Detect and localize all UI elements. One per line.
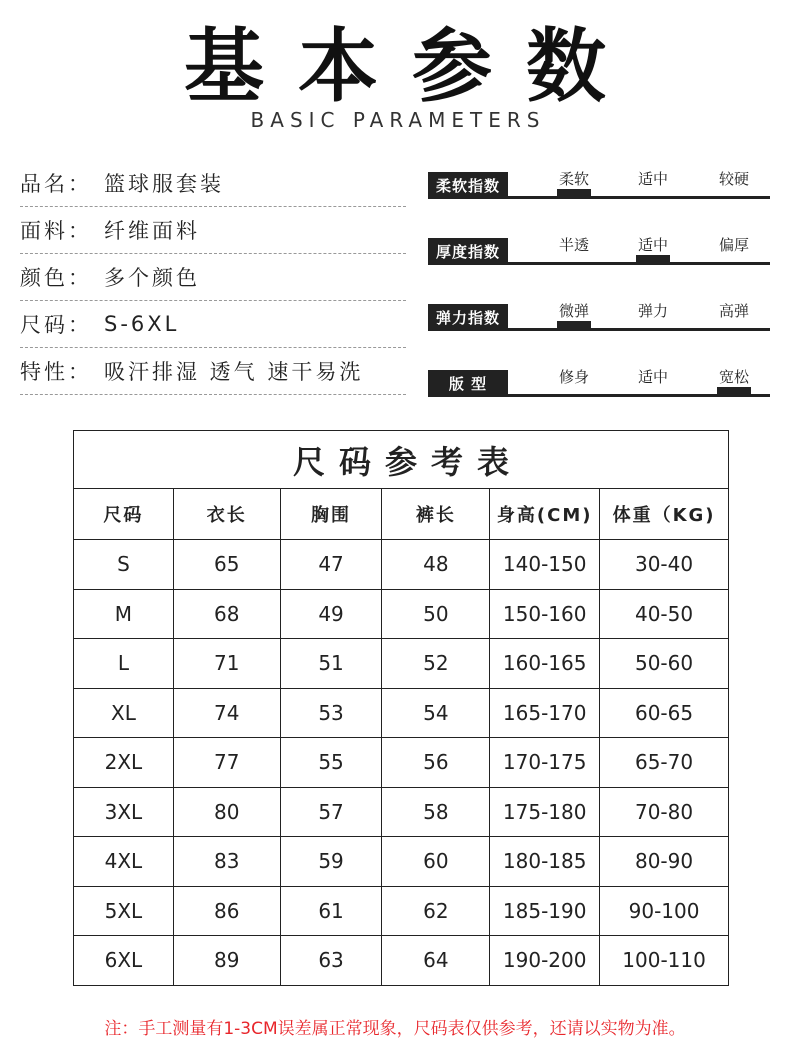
table-cell: 6XL bbox=[74, 936, 174, 986]
index-option: 柔软 bbox=[558, 170, 589, 188]
table-row bbox=[74, 886, 729, 936]
table-cell: 63 bbox=[280, 936, 382, 986]
table-cell: 100-110 bbox=[600, 936, 729, 986]
table-cell: 71 bbox=[173, 639, 280, 689]
index-tag: 版 型 bbox=[428, 370, 508, 396]
column-header: 衣长 bbox=[173, 489, 280, 540]
table-cell: 50-60 bbox=[600, 639, 729, 689]
table-cell: 65 bbox=[173, 540, 280, 590]
table-cell: 180-185 bbox=[490, 837, 600, 887]
table-cell: 160-165 bbox=[490, 639, 600, 689]
index-option: 偏厚 bbox=[718, 236, 749, 254]
table-cell: 58 bbox=[382, 787, 490, 837]
table-cell: 170-175 bbox=[490, 738, 600, 788]
table-cell: 65-70 bbox=[600, 738, 729, 788]
index-selected-marker bbox=[557, 321, 591, 328]
table-cell: 90-100 bbox=[600, 886, 729, 936]
table-cell: 56 bbox=[382, 738, 490, 788]
table-cell: 175-180 bbox=[490, 787, 600, 837]
index-row-elasticity bbox=[428, 294, 770, 360]
size-table-caption: 尺码参考表 bbox=[74, 431, 729, 489]
table-cell: 150-160 bbox=[490, 589, 600, 639]
table-cell: 48 bbox=[382, 540, 490, 590]
table-cell: 4XL bbox=[74, 837, 174, 887]
spec-label: 品名： bbox=[20, 172, 92, 196]
table-cell: M bbox=[74, 589, 174, 639]
page-subtitle: BASIC PARAMETERS bbox=[250, 108, 546, 132]
table-cell: S bbox=[74, 540, 174, 590]
table-row bbox=[74, 787, 729, 837]
table-row bbox=[74, 738, 729, 788]
index-option: 宽松 bbox=[718, 368, 749, 386]
index-option: 半透 bbox=[558, 236, 589, 254]
column-header: 胸围 bbox=[280, 489, 382, 540]
table-cell: XL bbox=[74, 688, 174, 738]
index-line bbox=[428, 262, 770, 265]
table-cell: 83 bbox=[173, 837, 280, 887]
index-tag: 厚度指数 bbox=[428, 238, 508, 264]
index-option: 修身 bbox=[558, 368, 589, 386]
table-cell: 86 bbox=[173, 886, 280, 936]
table-cell: 47 bbox=[280, 540, 382, 590]
spec-label: 颜色： bbox=[20, 266, 92, 290]
table-cell: 2XL bbox=[74, 738, 174, 788]
index-selected-marker bbox=[717, 387, 751, 394]
spec-value: 吸汗排湿 透气 速干易洗 bbox=[104, 360, 364, 384]
table-cell: 185-190 bbox=[490, 886, 600, 936]
spec-label: 尺码： bbox=[20, 313, 92, 337]
table-cell: 59 bbox=[280, 837, 382, 887]
spec-row-color bbox=[20, 254, 406, 301]
table-cell: 52 bbox=[382, 639, 490, 689]
index-line bbox=[428, 394, 770, 397]
table-cell: L bbox=[74, 639, 174, 689]
spec-label: 面料： bbox=[20, 219, 92, 243]
spec-row-fabric bbox=[20, 207, 406, 254]
page-title: 基本参数 bbox=[184, 20, 640, 113]
index-row-softness bbox=[428, 162, 770, 228]
table-cell: 74 bbox=[173, 688, 280, 738]
size-table-header-row bbox=[74, 489, 729, 540]
table-cell: 165-170 bbox=[490, 688, 600, 738]
spec-value: S-6XL bbox=[104, 312, 180, 336]
spec-row-features bbox=[20, 348, 406, 395]
table-cell: 80-90 bbox=[600, 837, 729, 887]
spec-label: 特性： bbox=[20, 360, 92, 384]
table-cell: 61 bbox=[280, 886, 382, 936]
index-row-thickness bbox=[428, 228, 770, 294]
spec-list bbox=[20, 160, 406, 395]
table-cell: 55 bbox=[280, 738, 382, 788]
index-selected-marker bbox=[557, 189, 591, 196]
spec-value: 多个颜色 bbox=[104, 266, 200, 290]
table-cell: 5XL bbox=[74, 886, 174, 936]
table-cell: 80 bbox=[173, 787, 280, 837]
spec-row-product-name bbox=[20, 160, 406, 207]
table-cell: 62 bbox=[382, 886, 490, 936]
table-row bbox=[74, 837, 729, 887]
column-header: 裤长 bbox=[382, 489, 490, 540]
table-cell: 40-50 bbox=[600, 589, 729, 639]
table-cell: 50 bbox=[382, 589, 490, 639]
spec-value: 篮球服套装 bbox=[104, 172, 224, 196]
table-cell: 57 bbox=[280, 787, 382, 837]
index-line bbox=[428, 328, 770, 331]
table-cell: 64 bbox=[382, 936, 490, 986]
index-option: 适中 bbox=[637, 236, 668, 254]
table-row bbox=[74, 589, 729, 639]
table-cell: 54 bbox=[382, 688, 490, 738]
spec-value: 纤维面料 bbox=[104, 219, 200, 243]
index-option: 微弹 bbox=[558, 302, 589, 320]
index-row-fit bbox=[428, 360, 770, 426]
index-option: 适中 bbox=[637, 170, 668, 188]
table-cell: 3XL bbox=[74, 787, 174, 837]
table-row bbox=[74, 639, 729, 689]
spec-row-size bbox=[20, 301, 406, 348]
index-option: 高弹 bbox=[718, 302, 749, 320]
table-cell: 68 bbox=[173, 589, 280, 639]
index-line bbox=[428, 196, 770, 199]
table-cell: 60 bbox=[382, 837, 490, 887]
index-option: 适中 bbox=[637, 368, 668, 386]
table-cell: 30-40 bbox=[600, 540, 729, 590]
table-row bbox=[74, 688, 729, 738]
table-cell: 89 bbox=[173, 936, 280, 986]
column-header: 身高(CM) bbox=[490, 489, 600, 540]
index-panel bbox=[428, 162, 770, 426]
table-cell: 60-65 bbox=[600, 688, 729, 738]
size-table bbox=[73, 430, 729, 986]
index-option: 弹力 bbox=[637, 302, 668, 320]
table-cell: 51 bbox=[280, 639, 382, 689]
index-tag: 柔软指数 bbox=[428, 172, 508, 198]
table-row bbox=[74, 540, 729, 590]
table-cell: 70-80 bbox=[600, 787, 729, 837]
column-header: 体重（KG) bbox=[600, 489, 729, 540]
table-cell: 53 bbox=[280, 688, 382, 738]
table-cell: 140-150 bbox=[490, 540, 600, 590]
table-row bbox=[74, 936, 729, 986]
table-cell: 190-200 bbox=[490, 936, 600, 986]
index-option: 较硬 bbox=[718, 170, 749, 188]
table-cell: 49 bbox=[280, 589, 382, 639]
measurement-note: 注：手工测量有1-3CM误差属正常现象，尺码表仅供参考，还请以实物为准。 bbox=[104, 1019, 686, 1039]
index-selected-marker bbox=[636, 255, 670, 262]
table-cell: 77 bbox=[173, 738, 280, 788]
column-header: 尺码 bbox=[74, 489, 174, 540]
index-tag: 弹力指数 bbox=[428, 304, 508, 330]
